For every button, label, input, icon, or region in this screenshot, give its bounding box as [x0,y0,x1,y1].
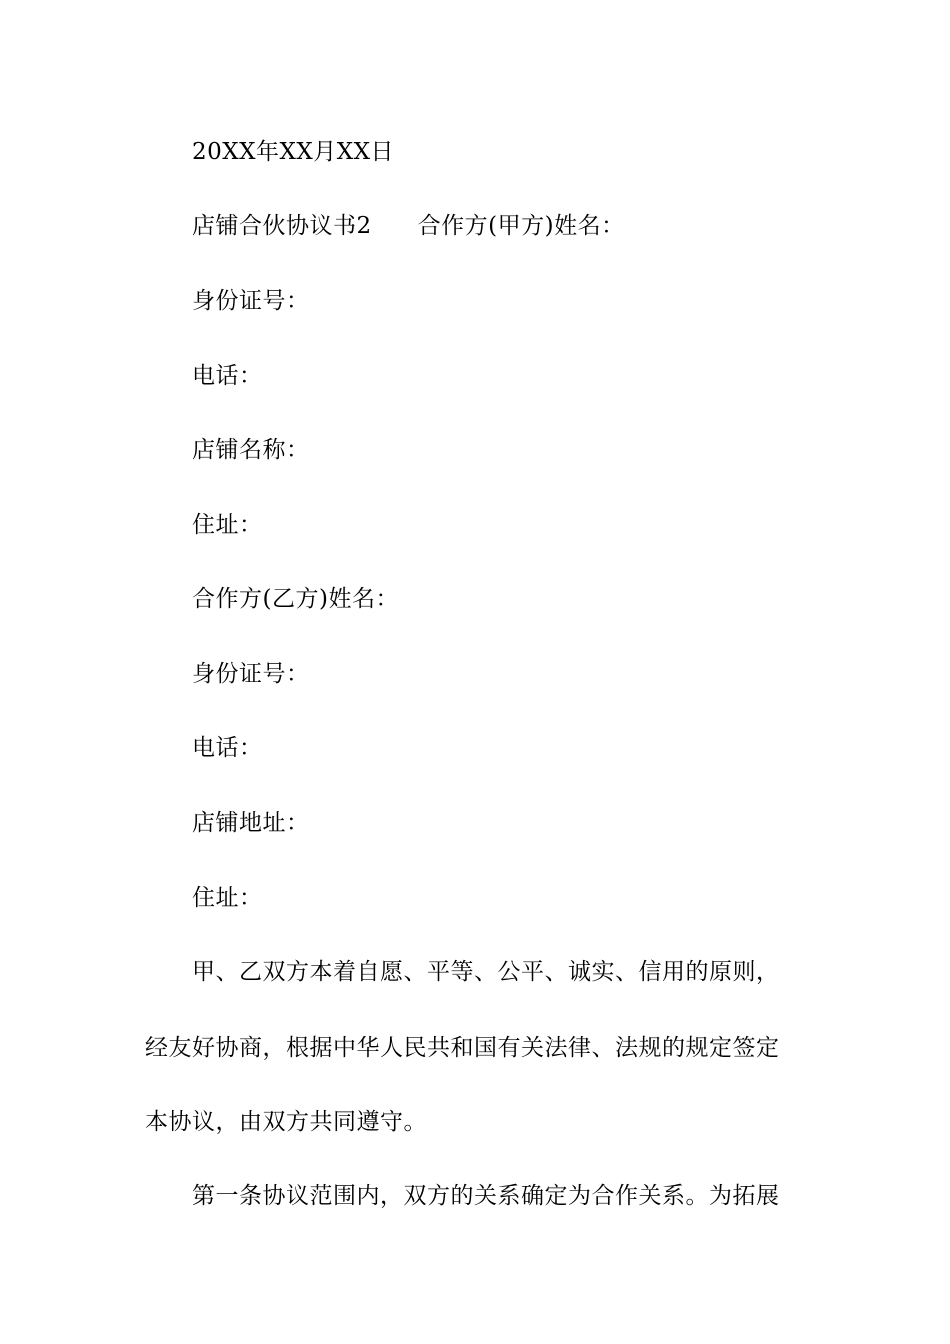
party-a-address-label: 住址： [192,512,263,538]
document-title: 店铺合伙协议书2 [192,213,372,239]
party-a-phone-label: 电话： [192,363,263,389]
party-b-id-label: 身份证号： [192,661,310,687]
preamble-line-3: 本协议，由双方共同遵守。 [145,1109,427,1135]
party-b-shop-address-label: 店铺地址： [192,810,310,836]
party-a-shop-name-label: 店铺名称： [192,437,310,463]
party-b-name-label: 合作方(乙方)姓名： [192,586,399,612]
preamble-line-2: 经友好协商，根据中华人民共和国有关法律、法规的规定签定 [145,1035,780,1061]
party-a-id-label: 身份证号： [192,288,310,314]
article-1-line-1: 第一条协议范围内，双方的关系确定为合作关系。为拓展 [192,1183,780,1209]
preamble-line-1: 甲、乙双方本着自愿、平等、公平、诚实、信用的原则， [192,959,780,985]
party-a-name-label: 合作方(甲方)姓名： [417,213,625,239]
party-b-address-label: 住址： [192,885,263,911]
document-date: 20XX年XX月XX日 [192,139,395,165]
party-b-phone-label: 电话： [192,735,263,761]
title-line [192,211,625,241]
